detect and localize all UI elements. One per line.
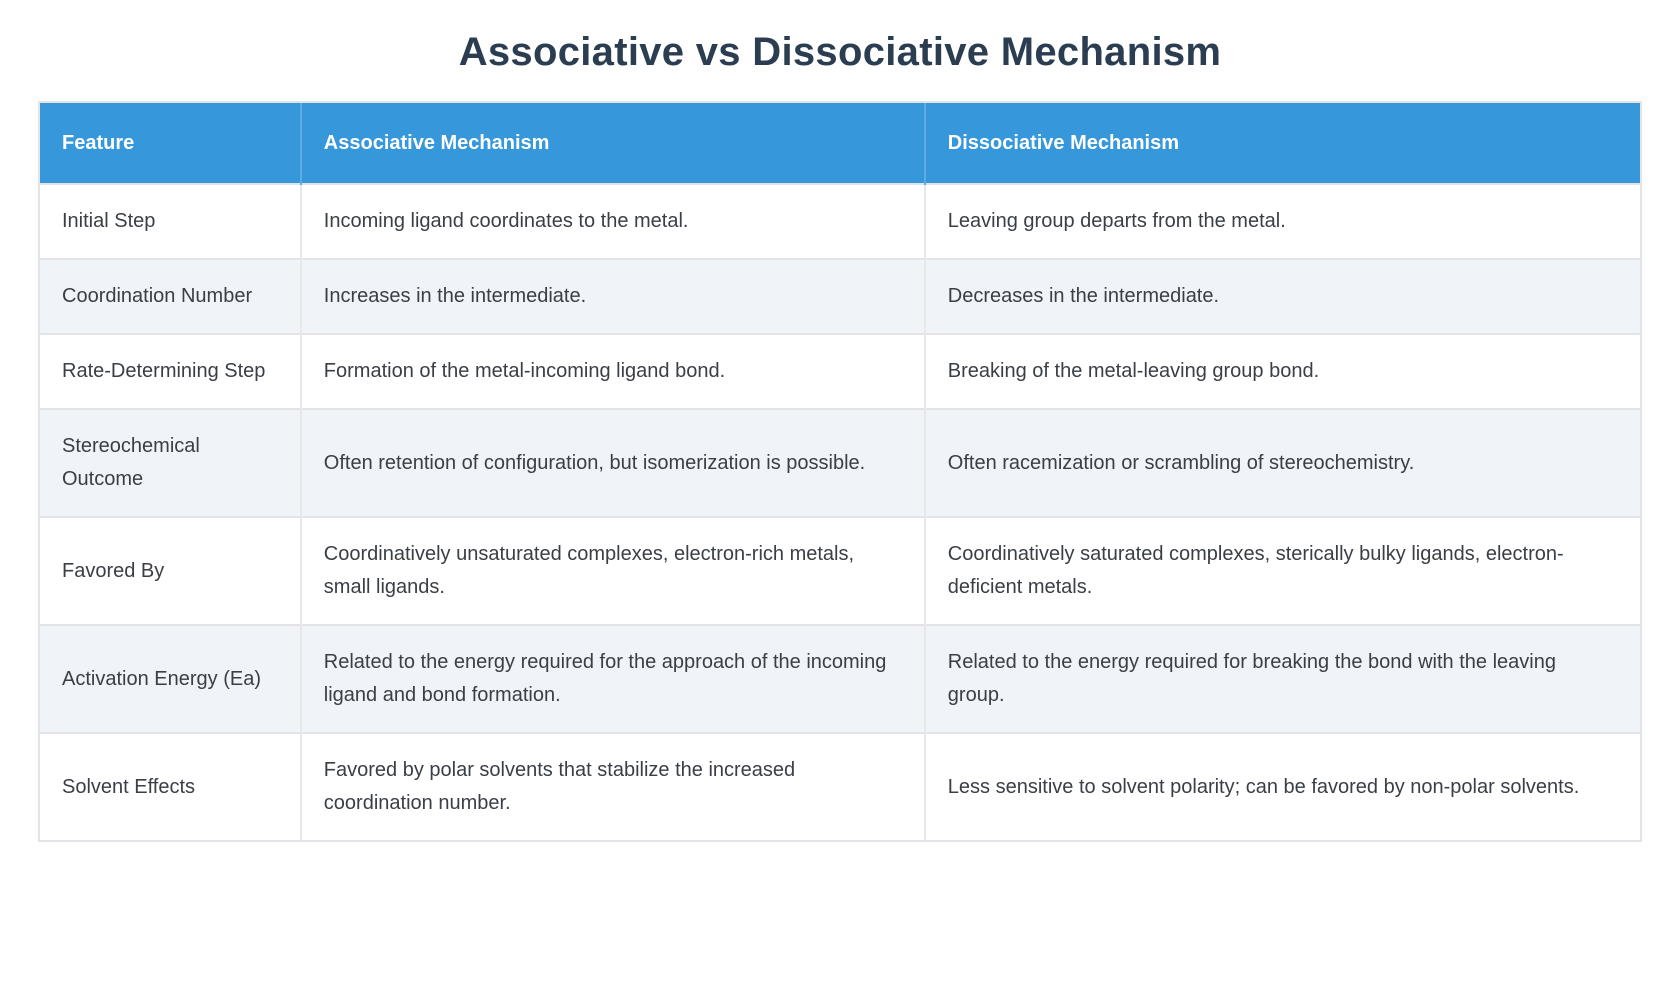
table-row-rate-determining-step	[40, 334, 1640, 409]
feature-cell: Coordination Number	[40, 259, 301, 334]
dissociative-cell: Leaving group departs from the metal.	[925, 184, 1640, 259]
page-title: Associative vs Dissociative Mechanism	[458, 30, 1222, 74]
comparison-table-container	[38, 101, 1642, 842]
associative-cell: Coordinatively unsaturated complexes, electron-rich metals, small ligands.	[301, 517, 925, 625]
dissociative-cell: Coordinatively saturated complexes, sterically bulky ligands, electron-deficient metals.	[925, 517, 1640, 625]
associative-cell: Often retention of configuration, but isomerization is possible.	[301, 409, 925, 517]
associative-cell: Incoming ligand coordinates to the metal.	[301, 184, 925, 259]
column-header-associative: Associative Mechanism	[301, 103, 925, 184]
associative-cell: Favored by polar solvents that stabilize the increased coordination number.	[301, 733, 925, 840]
feature-cell: Activation Energy (Ea)	[40, 625, 301, 733]
column-header-dissociative: Dissociative Mechanism	[925, 103, 1640, 184]
feature-cell: Stereochemical Outcome	[40, 409, 301, 517]
dissociative-cell: Decreases in the intermediate.	[925, 259, 1640, 334]
dissociative-cell: Breaking of the metal-leaving group bond.	[925, 334, 1640, 409]
associative-cell: Formation of the metal-incoming ligand bond.	[301, 334, 925, 409]
feature-cell: Solvent Effects	[40, 733, 301, 840]
table-row-initial-step	[40, 184, 1640, 259]
dissociative-cell: Related to the energy required for breaking the bond with the leaving group.	[925, 625, 1640, 733]
table-row-stereochemical-outcome	[40, 409, 1640, 517]
table-header-row	[40, 103, 1640, 184]
feature-cell: Initial Step	[40, 184, 301, 259]
dissociative-cell: Often racemization or scrambling of stereochemistry.	[925, 409, 1640, 517]
column-header-feature: Feature	[40, 103, 301, 184]
feature-cell: Rate-Determining Step	[40, 334, 301, 409]
table-row-coordination-number	[40, 259, 1640, 334]
comparison-table	[40, 103, 1640, 840]
feature-cell: Favored By	[40, 517, 301, 625]
associative-cell: Related to the energy required for the approach of the incoming ligand and bond formation.	[301, 625, 925, 733]
table-row-favored-by	[40, 517, 1640, 625]
table-row-solvent-effects	[40, 733, 1640, 840]
table-row-activation-energy	[40, 625, 1640, 733]
dissociative-cell: Less sensitive to solvent polarity; can be favored by non-polar solvents.	[925, 733, 1640, 840]
associative-cell: Increases in the intermediate.	[301, 259, 925, 334]
